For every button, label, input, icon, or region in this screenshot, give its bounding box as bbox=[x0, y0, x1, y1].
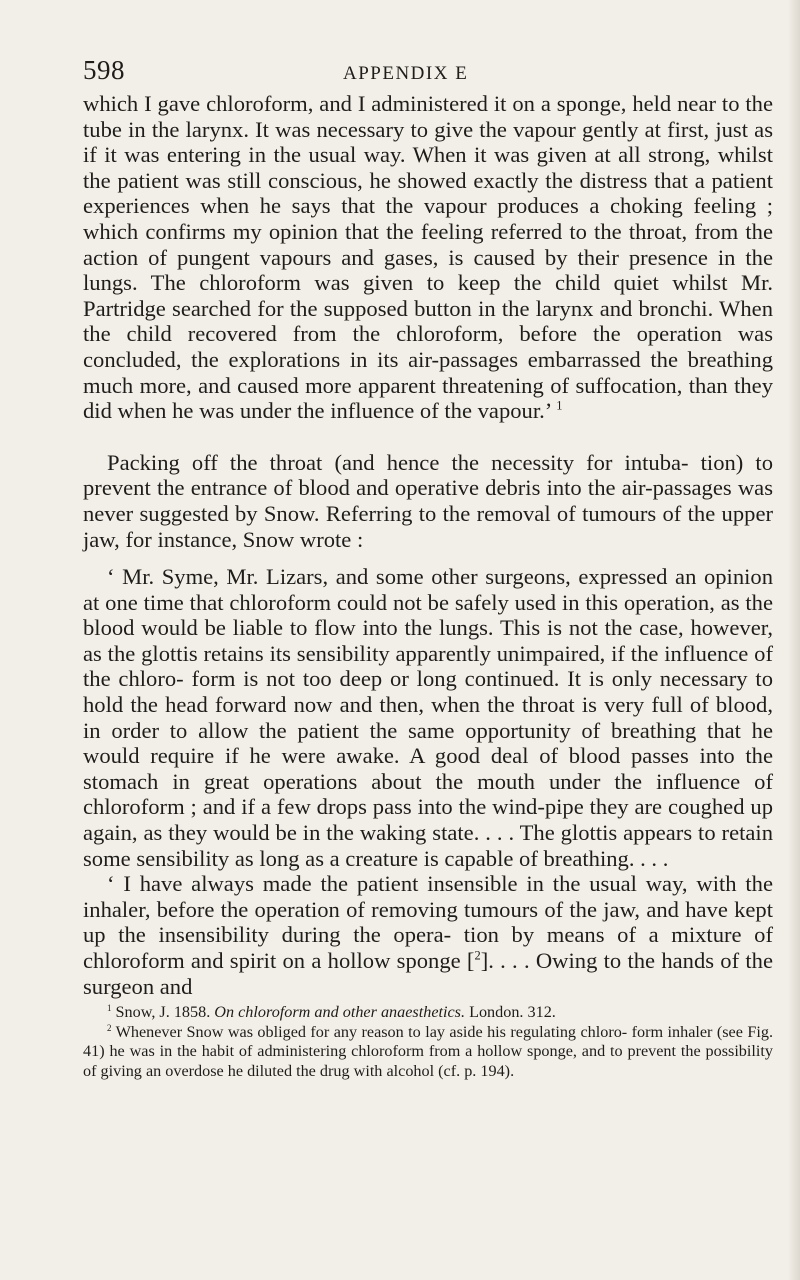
footnote-1 bbox=[83, 1003, 773, 1023]
footnote-1-number: 1 bbox=[107, 1002, 112, 1013]
body-text bbox=[83, 91, 773, 999]
footnote-2-number: 2 bbox=[107, 1022, 112, 1033]
footnote-ref-2: 2 bbox=[474, 948, 481, 963]
page-header bbox=[83, 55, 773, 91]
footnote-ref-1: 1 bbox=[556, 398, 563, 413]
paragraph-1-text: which I gave chloroform, and I administered it on a sponge, held near to the tube in the larynx. It was necessary to give the vapour gently at first, just as if it was entering in the usual way. When it was given at all strong, whilst the patient was still conscious, he showed exactly the distress that a patient experiences when he says that the vapour produces a choking feeling ; which confirms my opinion that the feeling referred to the throat, from the action of pungent vapours and gases, is caused by their presence in the lungs. The chloroform was given to keep the child quiet whilst Mr. Partridge searched for the supposed button in the larynx and bronchi. When the child recovered from the chloroform, before the operation was concluded, the explorations in its air-passages embarrassed the breathing much more, and caused more apparent threatening of suffocation, than they did when he was under the influence of the vapour.’ bbox=[83, 91, 773, 424]
paragraph-4 bbox=[83, 871, 773, 999]
footnotes bbox=[83, 1003, 773, 1081]
paragraph-4-text-a: ‘ I have always made the patient insensible in the usual way, with the inhaler, before the operation of removing tumours of the jaw, and have kept up the insensibility during the opera- tion by means of a mixture of chloroform and spirit on a hollow sponge [ bbox=[83, 871, 773, 973]
page-edge-shadow bbox=[788, 0, 800, 1280]
paragraph-2: Packing off the throat (and hence the necessity for intuba- tion) to prevent the entrance of blood and operative debris into the air-passages was never suggested by Snow. Referring to the removal of tumours of the upper jaw, for instance, Snow wrote : bbox=[83, 449, 773, 552]
running-head: APPENDIX E bbox=[343, 63, 469, 84]
footnote-2 bbox=[83, 1023, 773, 1082]
book-page bbox=[83, 55, 773, 1081]
footnote-1-title: On chloroform and other anaesthetics. bbox=[214, 1003, 466, 1022]
paragraph-3: ‘ Mr. Syme, Mr. Lizars, and some other surgeons, expressed an opinion at one time that chloroform could not be safely used in this operation, as the blood would be liable to flow into the lungs. This is not the case, however, as the glottis retains its sensibility apparently unimpaired, if the influence of the chloro- form is not too deep or long continued. It is only necessary to hold the head forward now and then, when the throat is very full of blood, in order to allow the patient the same opportunity of breathing that he would require if he were awake. A good deal of blood passes into the stomach in great operations about the mouth under the influence of chloroform ; and if a few drops pass into the wind-pipe they are coughed up again, as they would be in the waking state. . . . The glottis appears to retain some sensibility as long as a creature is capable of breathing. . . . bbox=[83, 564, 773, 871]
paragraph-4-text-b: ]. . . . Owing to the hands of the surgeon and bbox=[83, 948, 773, 999]
footnote-1-author: Snow, J. 1858. bbox=[115, 1003, 211, 1022]
footnote-2-text: Whenever Snow was obliged for any reason to lay aside his regulating chloro- form inhaler (see Fig. 41) he was in the habit of administering chloroform from a hollow sponge, and to prevent the possibility of giving an overdose he diluted the drug with alcohol (cf. p. 194). bbox=[83, 1022, 773, 1080]
footnote-1-rest: London. 312. bbox=[469, 1003, 556, 1022]
paragraph-1 bbox=[83, 91, 773, 424]
page-number: 598 bbox=[83, 55, 125, 85]
